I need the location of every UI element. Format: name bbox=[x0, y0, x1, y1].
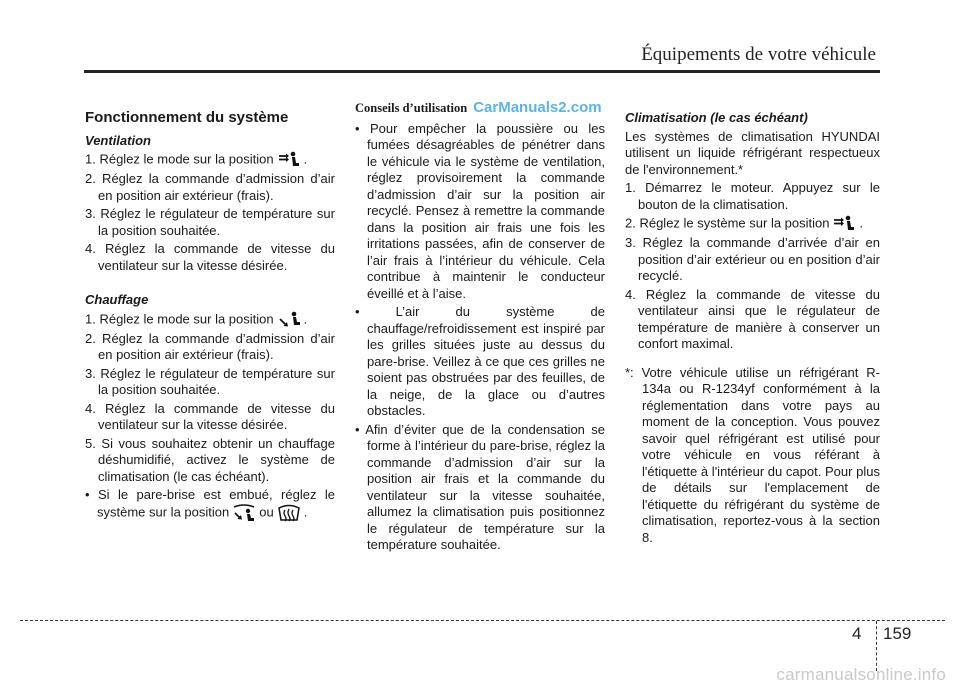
chauffage-step-2: 2. Réglez la commande d’admission d’air en position air extérieur (frais). bbox=[85, 330, 335, 362]
conseil-bullet-3: • Afin d’éviter que de la condensation se forme à l’intérieur du pare-brise, réglez la commande d’admission d’air sur la position air frais et la commande du ventilateur sur la vitesse souhaitée, allumez la climatisation puis positionnez le régulateur de température sur la température souhaitée. bbox=[355, 421, 605, 552]
subheading-chauffage: Chauffage bbox=[85, 292, 149, 307]
chauffage-bullet-text: • Si le pare-brise est embué, réglez le système sur la position bbox=[85, 487, 335, 519]
chauffage-step-3: 3. Réglez le régulateur de température sur la position souhaitée. bbox=[85, 365, 335, 397]
chauffage-step-4: 4. Réglez la commande de vitesse du ventilateur sur la vitesse désirée. bbox=[85, 400, 335, 432]
column-fonctionnement bbox=[85, 110, 335, 524]
chauffage-step-1: 1. Réglez le mode sur la position . bbox=[85, 311, 335, 329]
defrost-mode-icon bbox=[277, 504, 301, 522]
page-number: 159 bbox=[883, 624, 912, 643]
climatisation-step-4: 4. Réglez la commande de vitesse du ventilateur ainsi que le régulateur de température de manière à conserver un confort maximal. bbox=[625, 286, 880, 351]
face-vent-mode-icon bbox=[832, 215, 856, 233]
climatisation-step-3: 3. Réglez la commande d’arrivée d’air en position d’air extérieur ou en position d’air recyclé. bbox=[625, 235, 880, 283]
column-climatisation bbox=[625, 110, 880, 546]
ventilation-step-3: 3. Réglez le régulateur de température sur la position souhaitée. bbox=[85, 206, 335, 238]
climatisation-step-1: 1. Démarrez le moteur. Appuyez sur le bouton de la climatisation. bbox=[625, 180, 880, 212]
ventilation-step-1-text: 1. Réglez le mode sur la position bbox=[85, 151, 274, 167]
footer-watermark: carmanualsonline.info bbox=[776, 665, 946, 684]
conseil-bullet-1: • Pour empêcher la poussière ou les fumées désagréables de pénétrer dans le véhicule via le système de ventilation, réglez provisoirement la commande d’admission d’air sur la position air recyclé. Pensez à remettre la commande dans la position air frais une fois les irritations passées, afin de conserver de l’air frais à l’intérieur du véhicule. Cela contribue à maintenir le conducteur éveillé et à l’aise. bbox=[355, 120, 605, 301]
column-conseils bbox=[355, 99, 605, 556]
heading-climatisation: Climatisation (le cas échéant) bbox=[625, 110, 808, 125]
watermark-logo: CarManuals2.com bbox=[473, 99, 602, 116]
chauffage-bullet-windshield: • Si le pare-brise est embué, réglez le système sur la position ou . bbox=[85, 487, 335, 522]
ventilation-step-2: 2. Réglez la commande d’admission d’air en position air extérieur (frais). bbox=[85, 171, 335, 203]
footer-vertical-dash bbox=[876, 621, 877, 671]
heading-conseils-text: Conseils d’utilisation bbox=[355, 101, 468, 115]
footer-dashed-rule bbox=[20, 620, 945, 621]
heading-conseils bbox=[355, 100, 605, 117]
heading-fonctionnement: Fonctionnement du système bbox=[85, 109, 289, 126]
climatisation-step-2-text: 2. Réglez le système sur la position bbox=[625, 215, 830, 231]
subheading-ventilation: Ventilation bbox=[85, 132, 151, 148]
face-vent-mode-icon bbox=[277, 151, 301, 169]
climatisation-intro: Les systèmes de climatisation HYUNDAI utilisent un liquide réfrigérant respectueux de l'environnement.* bbox=[625, 128, 880, 177]
refrigerant-note: *: Votre véhicule utilise un réfrigérant R-134a ou R-1234yf conformément à la réglementation dans votre pays au moment de la conception. Vous pouvez savoir quel réfrigérant est utilisé pour votre véhicule en vous référant à l'étiquette à l'intérieur du capot. Pour plus de détails sur l'emplacement de l'étiquette du réfrigérant du système de climatisation, reportez-vous à la section 8. bbox=[625, 364, 880, 545]
section-title: Équipements de votre véhicule bbox=[641, 44, 876, 65]
ventilation-step-4: 4. Réglez la commande de vitesse du ventilateur sur la vitesse désirée. bbox=[85, 241, 335, 273]
floor-mode-icon bbox=[277, 311, 301, 329]
conseil-bullet-2: • L’air du système de chauffage/refroidissement est inspiré par les grilles situées juste au dessus du pare-brise. Veillez à ce que ces grilles ne soient pas obstruées par des feuilles, de la neige, de la glace ou d’autres obstacles. bbox=[355, 304, 605, 418]
chauffage-bullet-or: ou bbox=[259, 503, 274, 519]
floor-defrost-mode-icon bbox=[232, 504, 256, 522]
chapter-number: 4 bbox=[852, 624, 862, 643]
climatisation-step-2: 2. Réglez le système sur la position . bbox=[625, 215, 880, 233]
chauffage-step-1-text: 1. Réglez le mode sur la position bbox=[85, 310, 274, 326]
chauffage-step-5: 5. Si vous souhaitez obtenir un chauffage déshumidifié, activez le système de climatisation (le cas échéant). bbox=[85, 435, 335, 484]
header-rule bbox=[84, 70, 880, 73]
ventilation-step-1: 1. Réglez le mode sur la position . bbox=[85, 151, 335, 169]
